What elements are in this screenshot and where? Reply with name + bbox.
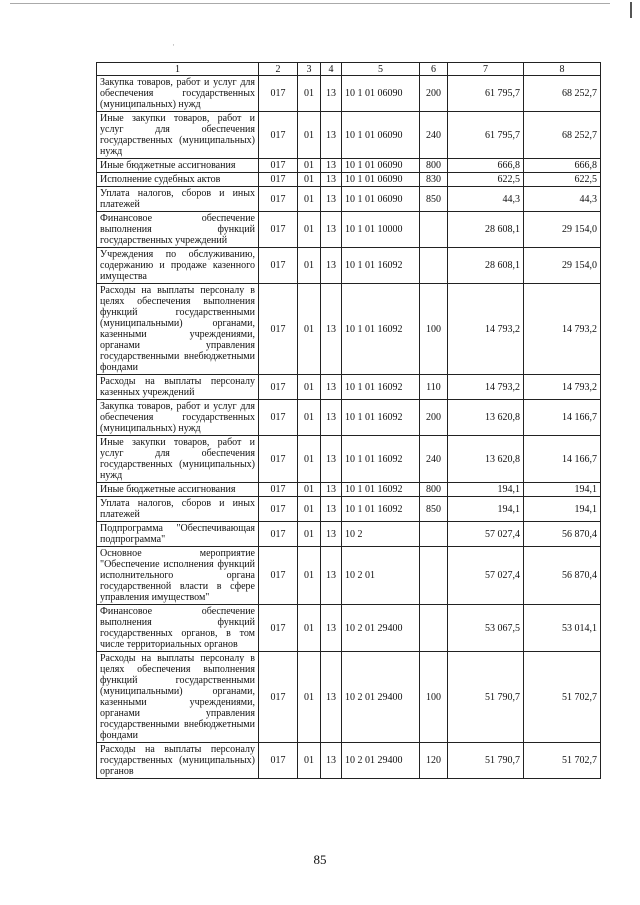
expense-type-code: 110 xyxy=(420,375,448,400)
scan-artifact: · xyxy=(172,40,175,50)
target-article-code: 10 1 01 06090 xyxy=(342,159,420,173)
amount-col8: 194,1 xyxy=(524,497,601,522)
row-name: Иные закупки товаров, работ и услуг для обеспечения государственных (муниципальных) нужд xyxy=(97,436,259,483)
amount-col8: 51 702,7 xyxy=(524,743,601,779)
admin-code: 017 xyxy=(259,547,298,605)
table-row xyxy=(97,522,601,547)
expense-type-code: 120 xyxy=(420,743,448,779)
row-name: Закупка товаров, работ и услуг для обеспечения государственных (муниципальных) нужд xyxy=(97,76,259,112)
subsection-code: 13 xyxy=(321,187,342,212)
section-code: 01 xyxy=(298,497,321,522)
column-number-row xyxy=(97,63,601,76)
row-name: Исполнение судебных актов xyxy=(97,173,259,187)
row-name: Уплата налогов, сборов и иных платежей xyxy=(97,497,259,522)
amount-col8: 68 252,7 xyxy=(524,112,601,159)
amount-col8: 14 166,7 xyxy=(524,436,601,483)
amount-col7: 194,1 xyxy=(448,497,524,522)
admin-code: 017 xyxy=(259,652,298,743)
table-row xyxy=(97,159,601,173)
table-row xyxy=(97,436,601,483)
target-article-code: 10 1 01 06090 xyxy=(342,187,420,212)
amount-col8: 14 793,2 xyxy=(524,284,601,375)
expense-type-code: 240 xyxy=(420,112,448,159)
subsection-code: 13 xyxy=(321,547,342,605)
table-row xyxy=(97,212,601,248)
table-row xyxy=(97,112,601,159)
expense-type-code: 850 xyxy=(420,497,448,522)
table-row xyxy=(97,76,601,112)
section-code: 01 xyxy=(298,375,321,400)
subsection-code: 13 xyxy=(321,248,342,284)
amount-col7: 57 027,4 xyxy=(448,522,524,547)
table-row xyxy=(97,173,601,187)
amount-col7: 13 620,8 xyxy=(448,436,524,483)
target-article-code: 10 1 01 16092 xyxy=(342,497,420,522)
amount-col8: 44,3 xyxy=(524,187,601,212)
table-row xyxy=(97,652,601,743)
table-row xyxy=(97,483,601,497)
row-name: Расходы на выплаты персоналу казенных учреждений xyxy=(97,375,259,400)
table-row xyxy=(97,284,601,375)
section-code: 01 xyxy=(298,112,321,159)
section-code: 01 xyxy=(298,76,321,112)
amount-col8: 68 252,7 xyxy=(524,76,601,112)
amount-col8: 29 154,0 xyxy=(524,248,601,284)
admin-code: 017 xyxy=(259,284,298,375)
subsection-code: 13 xyxy=(321,212,342,248)
page-number: 85 xyxy=(313,852,327,867)
row-name: Иные бюджетные ассигнования xyxy=(97,159,259,173)
expense-type-code xyxy=(420,547,448,605)
expense-type-code: 100 xyxy=(420,284,448,375)
col-header: 6 xyxy=(420,63,448,76)
section-code: 01 xyxy=(298,159,321,173)
section-code: 01 xyxy=(298,248,321,284)
amount-col7: 194,1 xyxy=(448,483,524,497)
amount-col8: 194,1 xyxy=(524,483,601,497)
col-header: 3 xyxy=(298,63,321,76)
subsection-code: 13 xyxy=(321,375,342,400)
row-name: Основное мероприятие "Обеспечение исполнения функций исполнительного органа государственной власти в сфере управления имуществом" xyxy=(97,547,259,605)
row-name: Иные бюджетные ассигнования xyxy=(97,483,259,497)
target-article-code: 10 1 01 16092 xyxy=(342,436,420,483)
target-article-code: 10 1 01 06090 xyxy=(342,76,420,112)
section-code: 01 xyxy=(298,547,321,605)
top-rule xyxy=(10,3,610,4)
expense-type-code: 240 xyxy=(420,436,448,483)
table-row xyxy=(97,743,601,779)
table-body xyxy=(97,76,601,779)
subsection-code: 13 xyxy=(321,483,342,497)
expense-type-code xyxy=(420,248,448,284)
target-article-code: 10 2 xyxy=(342,522,420,547)
expense-type-code: 200 xyxy=(420,76,448,112)
row-name: Подпрограмма "Обеспечивающая подпрограмма" xyxy=(97,522,259,547)
section-code: 01 xyxy=(298,187,321,212)
section-code: 01 xyxy=(298,522,321,547)
section-code: 01 xyxy=(298,483,321,497)
admin-code: 017 xyxy=(259,497,298,522)
row-name: Финансовое обеспечение выполнения функций государственных органов, в том числе территориальных органов xyxy=(97,605,259,652)
page-edge-mark xyxy=(630,2,638,18)
target-article-code: 10 1 01 16092 xyxy=(342,284,420,375)
expense-type-code: 800 xyxy=(420,159,448,173)
admin-code: 017 xyxy=(259,605,298,652)
row-name: Расходы на выплаты персоналу в целях обеспечения выполнения функций государственными (муниципальными) органами, казенными учреждениями, органами управления государственными внебюджетными фондами xyxy=(97,284,259,375)
subsection-code: 13 xyxy=(321,112,342,159)
admin-code: 017 xyxy=(259,743,298,779)
admin-code: 017 xyxy=(259,159,298,173)
target-article-code: 10 2 01 29400 xyxy=(342,743,420,779)
target-article-code: 10 1 01 16092 xyxy=(342,400,420,436)
table-row xyxy=(97,375,601,400)
amount-col8: 56 870,4 xyxy=(524,547,601,605)
amount-col7: 61 795,7 xyxy=(448,76,524,112)
section-code: 01 xyxy=(298,605,321,652)
col-header: 1 xyxy=(97,63,259,76)
subsection-code: 13 xyxy=(321,284,342,375)
section-code: 01 xyxy=(298,400,321,436)
row-name: Закупка товаров, работ и услуг для обеспечения государственных (муниципальных) нужд xyxy=(97,400,259,436)
admin-code: 017 xyxy=(259,400,298,436)
amount-col7: 14 793,2 xyxy=(448,375,524,400)
section-code: 01 xyxy=(298,173,321,187)
col-header: 8 xyxy=(524,63,601,76)
table-row xyxy=(97,187,601,212)
admin-code: 017 xyxy=(259,76,298,112)
amount-col7: 28 608,1 xyxy=(448,212,524,248)
amount-col7: 666,8 xyxy=(448,159,524,173)
table-row xyxy=(97,547,601,605)
admin-code: 017 xyxy=(259,375,298,400)
amount-col8: 14 166,7 xyxy=(524,400,601,436)
admin-code: 017 xyxy=(259,436,298,483)
table-row xyxy=(97,605,601,652)
col-header: 5 xyxy=(342,63,420,76)
admin-code: 017 xyxy=(259,483,298,497)
admin-code: 017 xyxy=(259,187,298,212)
amount-col7: 14 793,2 xyxy=(448,284,524,375)
expense-type-code xyxy=(420,605,448,652)
subsection-code: 13 xyxy=(321,652,342,743)
target-article-code: 10 1 01 06090 xyxy=(342,112,420,159)
amount-col8: 14 793,2 xyxy=(524,375,601,400)
section-code: 01 xyxy=(298,212,321,248)
amount-col8: 666,8 xyxy=(524,159,601,173)
subsection-code: 13 xyxy=(321,76,342,112)
row-name: Иные закупки товаров, работ и услуг для обеспечения государственных (муниципальных) нужд xyxy=(97,112,259,159)
expense-type-code: 200 xyxy=(420,400,448,436)
amount-col7: 28 608,1 xyxy=(448,248,524,284)
section-code: 01 xyxy=(298,284,321,375)
subsection-code: 13 xyxy=(321,173,342,187)
target-article-code: 10 2 01 29400 xyxy=(342,652,420,743)
amount-col7: 57 027,4 xyxy=(448,547,524,605)
amount-col7: 61 795,7 xyxy=(448,112,524,159)
amount-col7: 51 790,7 xyxy=(448,743,524,779)
subsection-code: 13 xyxy=(321,605,342,652)
amount-col8: 29 154,0 xyxy=(524,212,601,248)
amount-col8: 56 870,4 xyxy=(524,522,601,547)
amount-col7: 13 620,8 xyxy=(448,400,524,436)
subsection-code: 13 xyxy=(321,400,342,436)
amount-col7: 51 790,7 xyxy=(448,652,524,743)
amount-col8: 622,5 xyxy=(524,173,601,187)
table-row xyxy=(97,400,601,436)
subsection-code: 13 xyxy=(321,436,342,483)
target-article-code: 10 1 01 16092 xyxy=(342,483,420,497)
row-name: Расходы на выплаты персоналу в целях обеспечения выполнения функций государственными (муниципальными) органами, казенными учреждениями, органами управления государственными внебюджетными фондами xyxy=(97,652,259,743)
row-name: Расходы на выплаты персоналу государственных (муниципальных) органов xyxy=(97,743,259,779)
table-row xyxy=(97,248,601,284)
subsection-code: 13 xyxy=(321,159,342,173)
expense-type-code: 800 xyxy=(420,483,448,497)
target-article-code: 10 1 01 10000 xyxy=(342,212,420,248)
target-article-code: 10 1 01 16092 xyxy=(342,375,420,400)
admin-code: 017 xyxy=(259,173,298,187)
subsection-code: 13 xyxy=(321,522,342,547)
col-header: 7 xyxy=(448,63,524,76)
admin-code: 017 xyxy=(259,112,298,159)
section-code: 01 xyxy=(298,652,321,743)
target-article-code: 10 1 01 16092 xyxy=(342,248,420,284)
expense-type-code: 850 xyxy=(420,187,448,212)
subsection-code: 13 xyxy=(321,497,342,522)
row-name: Уплата налогов, сборов и иных платежей xyxy=(97,187,259,212)
col-header: 2 xyxy=(259,63,298,76)
amount-col7: 44,3 xyxy=(448,187,524,212)
admin-code: 017 xyxy=(259,212,298,248)
target-article-code: 10 2 01 xyxy=(342,547,420,605)
subsection-code: 13 xyxy=(321,743,342,779)
amount-col8: 53 014,1 xyxy=(524,605,601,652)
expense-type-code: 830 xyxy=(420,173,448,187)
target-article-code: 10 1 01 06090 xyxy=(342,173,420,187)
section-code: 01 xyxy=(298,436,321,483)
budget-table xyxy=(96,62,601,779)
expense-type-code: 100 xyxy=(420,652,448,743)
amount-col7: 53 067,5 xyxy=(448,605,524,652)
row-name: Финансовое обеспечение выполнения функций государственных учреждений xyxy=(97,212,259,248)
expense-type-code xyxy=(420,212,448,248)
admin-code: 017 xyxy=(259,522,298,547)
target-article-code: 10 2 01 29400 xyxy=(342,605,420,652)
amount-col8: 51 702,7 xyxy=(524,652,601,743)
expense-type-code xyxy=(420,522,448,547)
row-name: Учреждения по обслуживанию, содержанию и продаже казенного имущества xyxy=(97,248,259,284)
section-code: 01 xyxy=(298,743,321,779)
table-row xyxy=(97,497,601,522)
col-header: 4 xyxy=(321,63,342,76)
amount-col7: 622,5 xyxy=(448,173,524,187)
admin-code: 017 xyxy=(259,248,298,284)
